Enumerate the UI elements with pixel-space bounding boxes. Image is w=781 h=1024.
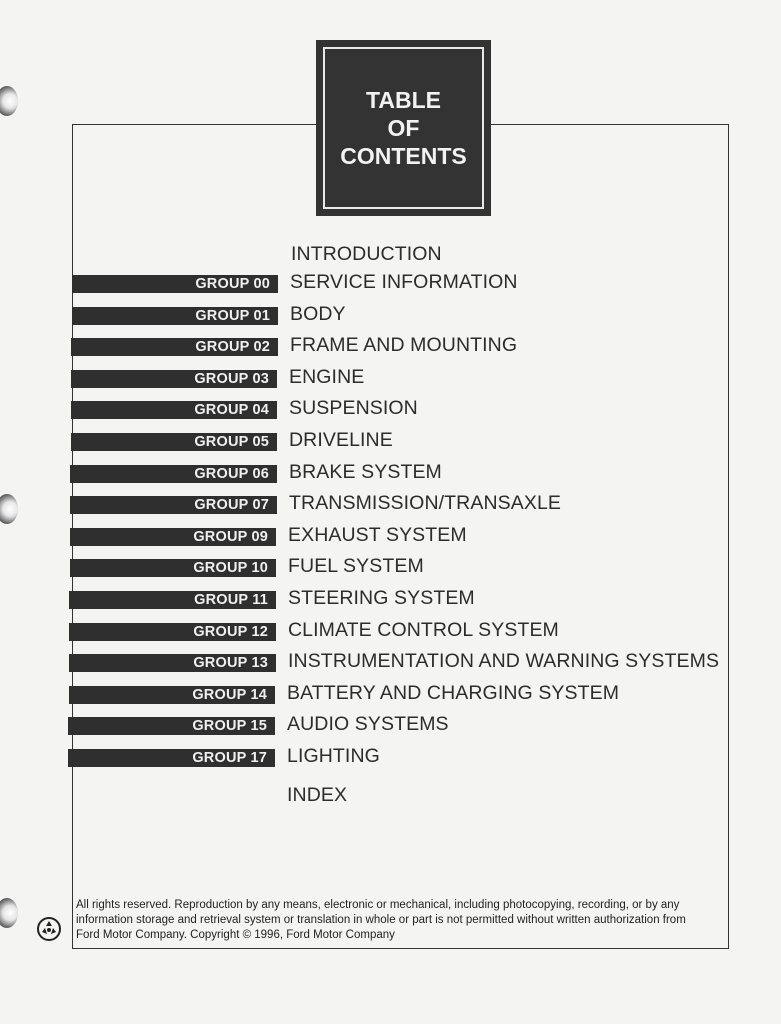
toc-section-title[interactable]: LIGHTING xyxy=(287,745,380,767)
group-label-bar: GROUP 04 xyxy=(71,401,277,419)
title-box xyxy=(316,40,491,216)
group-label-bar: GROUP 11 xyxy=(69,591,276,609)
toc-introduction[interactable]: INTRODUCTION xyxy=(291,243,442,265)
binder-hole xyxy=(0,86,18,116)
group-label-bar: GROUP 06 xyxy=(70,465,277,483)
toc-section-title[interactable]: SERVICE INFORMATION xyxy=(290,271,518,293)
toc-index[interactable]: INDEX xyxy=(287,784,348,806)
group-label-bar: GROUP 05 xyxy=(71,433,277,451)
group-label-bar: GROUP 01 xyxy=(72,307,278,325)
group-label-bar: GROUP 15 xyxy=(68,717,275,735)
group-label-bar: GROUP 17 xyxy=(68,749,275,767)
page-title-line: TABLE xyxy=(366,87,441,113)
recycle-icon xyxy=(37,917,61,941)
toc-section-title[interactable]: ENGINE xyxy=(289,365,365,388)
toc-section-title[interactable]: CLIMATE CONTROL SYSTEM xyxy=(288,618,559,641)
toc-section-title[interactable]: STEERING SYSTEM xyxy=(288,587,475,609)
page-title-line: CONTENTS xyxy=(340,143,467,169)
toc-section-title[interactable]: BRAKE SYSTEM xyxy=(289,460,442,483)
toc-section-title[interactable]: EXHAUST SYSTEM xyxy=(288,523,467,546)
toc-section-title[interactable]: DRIVELINE xyxy=(289,429,393,451)
copyright-line: information storage and retrieval system or translation in whole or part is not permitted without written authorization from xyxy=(76,914,686,926)
group-label-bar: GROUP 10 xyxy=(70,559,276,577)
page-title-line: OF xyxy=(387,115,420,141)
group-label-bar: GROUP 02 xyxy=(71,338,278,356)
binder-hole xyxy=(0,494,18,524)
title-inner-frame xyxy=(323,47,484,209)
toc-section-title[interactable]: AUDIO SYSTEMS xyxy=(287,713,449,736)
copyright-notice xyxy=(76,898,721,943)
group-label-bar: GROUP 09 xyxy=(70,528,276,546)
toc-section-title[interactable]: TRANSMISSION/TRANSAXLE xyxy=(289,492,562,515)
toc-section-title[interactable]: FRAME AND MOUNTING xyxy=(290,334,518,357)
toc-section-title[interactable]: BATTERY AND CHARGING SYSTEM xyxy=(287,681,620,704)
copyright-line: All rights reserved. Reproduction by any means, electronic or mechanical, including photocopying, recording, or by any xyxy=(76,899,680,911)
group-label-bar: GROUP 14 xyxy=(69,686,275,704)
group-label-bar: GROUP 07 xyxy=(70,496,277,514)
binder-hole xyxy=(0,898,18,928)
toc-section-title[interactable]: BODY xyxy=(290,302,346,325)
group-label-bar: GROUP 12 xyxy=(69,623,276,641)
copyright-line: Ford Motor Company. Copyright © 1996, Ford Motor Company xyxy=(76,929,395,941)
group-label-bar: GROUP 13 xyxy=(69,654,276,672)
group-label-bar: GROUP 03 xyxy=(71,370,277,388)
toc-section-title[interactable]: SUSPENSION xyxy=(289,397,418,420)
group-label-bar: GROUP 00 xyxy=(72,275,278,293)
toc-section-title[interactable]: INSTRUMENTATION AND WARNING SYSTEMS xyxy=(288,650,720,673)
toc-section-title[interactable]: FUEL SYSTEM xyxy=(288,555,424,578)
